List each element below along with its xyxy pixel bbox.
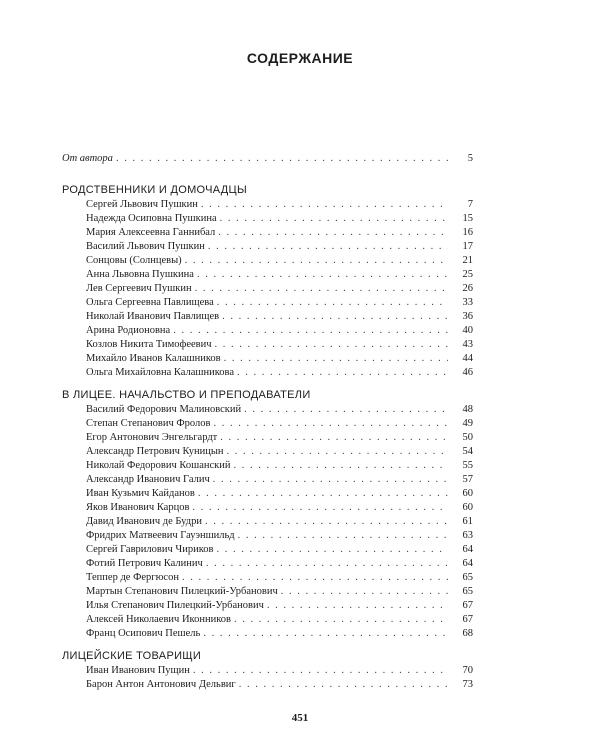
toc-entry (62, 240, 473, 254)
toc-entry-label: Арина Родионовна (86, 325, 171, 336)
toc-leader-dots (203, 627, 448, 641)
toc-entry (62, 431, 473, 445)
toc-section-heading: В ЛИЦЕЕ. НАЧАЛЬСТВО И ПРЕПОДАВАТЕЛИ (62, 389, 311, 401)
toc-leader-dots (206, 557, 448, 571)
toc-leader-dots (201, 198, 448, 212)
toc-entry (62, 254, 473, 268)
toc-entry (62, 324, 473, 338)
toc-entry-label: Франц Осипович Пешель (86, 628, 201, 639)
toc-entry-page: 68 (462, 628, 473, 639)
toc-entry-label: Козлов Никита Тимофеевич (86, 339, 212, 350)
toc-entry-intro (62, 152, 473, 166)
toc-entry (62, 543, 473, 557)
toc-entry-page: 48 (462, 404, 473, 415)
toc-entry (62, 459, 473, 473)
toc-entry-label: От автора (62, 153, 113, 164)
toc-leader-dots (185, 254, 448, 268)
toc-entry (62, 487, 473, 501)
toc-entry-label: Александр Иванович Галич (86, 474, 210, 485)
toc-entry-label: Николай Иванович Павлищев (86, 311, 220, 322)
toc-entry-page: 65 (462, 572, 473, 583)
toc-leader-dots (222, 310, 448, 324)
toc-entry-page: 70 (462, 665, 473, 676)
toc-leader-dots (116, 152, 448, 166)
toc-entry-page: 17 (462, 241, 473, 252)
toc-entry-page: 49 (462, 418, 473, 429)
toc-entry (62, 366, 473, 380)
toc-entry (62, 515, 473, 529)
toc-entry-label: Сонцовы (Солнцевы) (86, 255, 182, 266)
toc-leader-dots (239, 678, 448, 692)
toc-section-heading: РОДСТВЕННИКИ И ДОМОЧАДЦЫ (62, 184, 247, 196)
toc-entry (62, 445, 473, 459)
toc-entry-page: 55 (462, 460, 473, 471)
toc-entry (62, 557, 473, 571)
toc-entry-label: Мартын Степанович Пилецкий-Урбанович (86, 586, 278, 597)
toc-entry-page: 36 (462, 311, 473, 322)
toc-leader-dots (173, 324, 448, 338)
toc-leader-dots (192, 501, 448, 515)
toc-entry-label: Лев Сергеевич Пушкин (86, 283, 192, 294)
toc-entry-page: 21 (462, 255, 473, 266)
toc-leader-dots (281, 585, 448, 599)
toc-leader-dots (213, 473, 448, 487)
toc-entry-page: 67 (462, 614, 473, 625)
toc-entry-page: 40 (462, 325, 473, 336)
toc-leader-dots (195, 282, 448, 296)
toc-leader-dots (214, 417, 449, 431)
toc-entry (62, 571, 473, 585)
toc-entry (62, 310, 473, 324)
toc-leader-dots (227, 445, 448, 459)
toc-entry (62, 338, 473, 352)
toc-entry (62, 529, 473, 543)
toc-entry (62, 501, 473, 515)
toc-entry-page: 64 (462, 558, 473, 569)
toc-leader-dots (220, 212, 448, 226)
toc-entry-page: 16 (462, 227, 473, 238)
toc-entry-label: Анна Львовна Пушкина (86, 269, 194, 280)
toc-leader-dots (205, 515, 448, 529)
toc-entry-label: Сергей Гаврилович Чириков (86, 544, 214, 555)
toc-entry-label: Михайло Иванов Калашников (86, 353, 221, 364)
toc-entry-label: Фридрих Матвеевич Гауэншильд (86, 530, 235, 541)
toc-leader-dots (267, 599, 448, 613)
toc-entry-label: Яков Иванович Карцов (86, 502, 190, 513)
toc-entry-label: Василий Львович Пушкин (86, 241, 205, 252)
toc-entry-page: 15 (462, 213, 473, 224)
toc-entry (62, 403, 473, 417)
toc-entry-label: Теппер де Фергюсон (86, 572, 179, 583)
toc-entry (62, 678, 473, 692)
toc-entry-label: Николай Федорович Кошанский (86, 460, 231, 471)
toc-entry (62, 352, 473, 366)
toc-entry-page: 64 (462, 544, 473, 555)
toc-entry (62, 599, 473, 613)
toc-entry (62, 212, 473, 226)
toc-entry-page: 44 (462, 353, 473, 364)
toc-entry-page: 43 (462, 339, 473, 350)
toc-entry-label: Сергей Львович Пушкин (86, 199, 198, 210)
toc-leader-dots (234, 613, 448, 627)
table-of-contents (62, 152, 473, 692)
toc-leader-dots (220, 431, 448, 445)
toc-leader-dots (198, 487, 448, 501)
toc-entry-label: Давид Иванович де Будри (86, 516, 202, 527)
toc-entry-label: Василий Федорович Малиновский (86, 404, 242, 415)
toc-entry (62, 226, 473, 240)
toc-entry-label: Илья Степанович Пилецкий-Урбанович (86, 600, 264, 611)
toc-entry-label: Александр Петрович Куницын (86, 446, 224, 457)
toc-entry-page: 26 (462, 283, 473, 294)
toc-leader-dots (244, 403, 448, 417)
toc-entry-label: Ольга Михайловна Калашникова (86, 367, 235, 378)
toc-entry-label: Егор Антонович Энгельгардт (86, 432, 218, 443)
toc-entry-label: Иван Иванович Пущин (86, 665, 190, 676)
toc-leader-dots (182, 571, 448, 585)
toc-entry-label: Алексей Николаевич Иконников (86, 614, 231, 625)
toc-entry (62, 296, 473, 310)
toc-entry-page: 73 (462, 679, 473, 690)
toc-entry (62, 417, 473, 431)
toc-entry (62, 198, 473, 212)
toc-entry-page: 65 (462, 586, 473, 597)
toc-entry-page: 60 (462, 488, 473, 499)
toc-leader-dots (234, 459, 448, 473)
toc-entry-label: Барон Антон Антонович Дельвиг (86, 679, 236, 690)
toc-entry-page: 63 (462, 530, 473, 541)
toc-leader-dots (197, 268, 448, 282)
toc-entry-page: 57 (462, 474, 473, 485)
toc-entry-label: Надежда Осиповна Пушкина (86, 213, 217, 224)
toc-entry (62, 627, 473, 641)
toc-entry-page: 50 (462, 432, 473, 443)
toc-entry-page: 54 (462, 446, 473, 457)
toc-leader-dots (208, 240, 448, 254)
toc-entry-page: 7 (467, 199, 473, 210)
toc-entry-page: 46 (462, 367, 473, 378)
toc-entry-page: 67 (462, 600, 473, 611)
toc-entry (62, 585, 473, 599)
toc-entry-label: Ольга Сергеевна Павлищева (86, 297, 214, 308)
toc-section-heading: ЛИЦЕЙСКИЕ ТОВАРИЩИ (62, 650, 202, 662)
page-number: 451 (291, 712, 309, 724)
toc-entry-label: Фотий Петрович Калинич (86, 558, 203, 569)
toc-leader-dots (215, 338, 448, 352)
toc-leader-dots (217, 296, 448, 310)
toc-entry-page: 5 (467, 153, 473, 164)
toc-entry (62, 282, 473, 296)
toc-entry-page: 60 (462, 502, 473, 513)
toc-entry (62, 268, 473, 282)
toc-sections (62, 183, 473, 692)
toc-entry-label: Иван Кузьмич Кайданов (86, 488, 195, 499)
toc-entry-label: Мария Алексеевна Ганнибал (86, 227, 216, 238)
toc-leader-dots (224, 352, 448, 366)
toc-entry-page: 61 (462, 516, 473, 527)
toc-leader-dots (237, 366, 448, 380)
toc-leader-dots (218, 226, 448, 240)
toc-entry-page: 33 (462, 297, 473, 308)
page-title: СОДЕРЖАНИЕ (246, 50, 354, 66)
toc-entry-page: 25 (462, 269, 473, 280)
toc-entry (62, 613, 473, 627)
toc-leader-dots (216, 543, 448, 557)
toc-entry-label: Степан Степанович Фролов (86, 418, 211, 429)
toc-entry (62, 473, 473, 487)
toc-entry (62, 664, 473, 678)
toc-leader-dots (193, 664, 448, 678)
toc-leader-dots (238, 529, 448, 543)
